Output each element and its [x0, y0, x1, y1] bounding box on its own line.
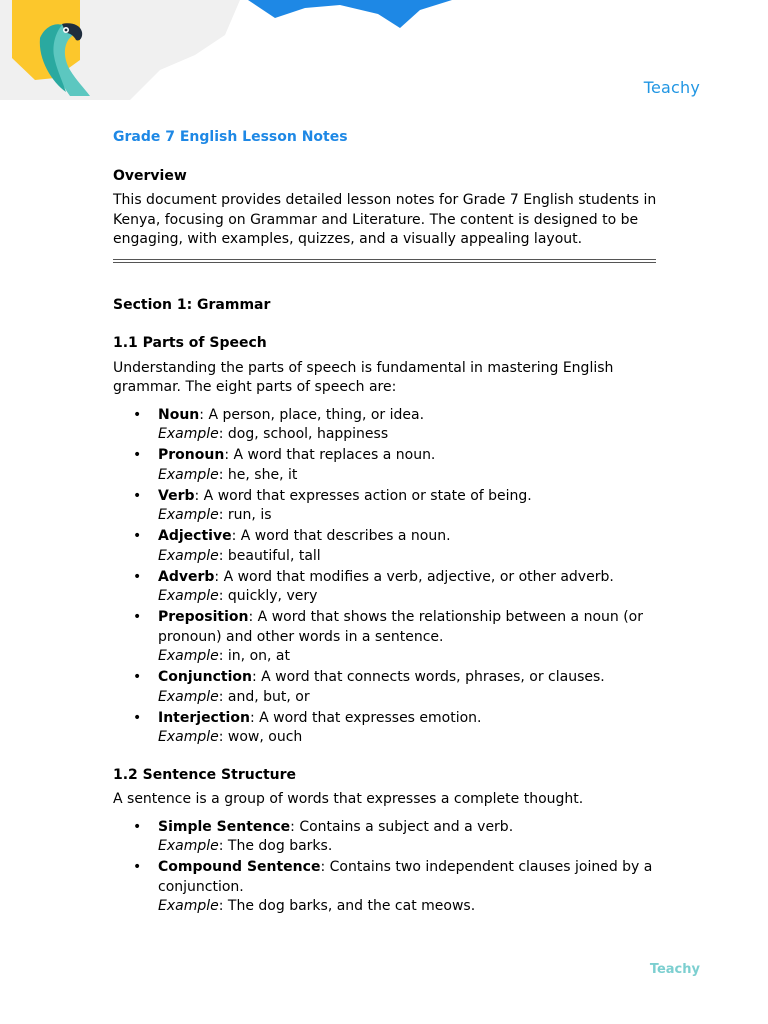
document-title: Grade 7 English Lesson Notes	[113, 129, 348, 145]
example-label: Example	[158, 648, 219, 664]
header-blue-shape	[248, 0, 452, 28]
overview-paragraph: This document provides detailed lesson notes for Grade 7 English students in Kenya, focusing on Grammar and Literature. The content is designed to be engaging, with examples, quizzes, and a visually appealing layout.	[113, 192, 657, 247]
bullet-icon: •	[133, 709, 142, 726]
list-item	[113, 608, 658, 667]
bullet-icon: •	[133, 568, 142, 585]
definition: : A person, place, thing, or idea.	[199, 406, 425, 423]
section-divider	[113, 259, 656, 263]
document-body	[113, 128, 658, 918]
sentence-structure-heading: 1.2 Sentence Structure	[113, 766, 297, 783]
term: Conjunction	[158, 669, 252, 685]
parts-of-speech-heading: 1.1 Parts of Speech	[113, 335, 267, 351]
example-label: Example	[158, 466, 219, 483]
term: Adverb	[158, 568, 215, 585]
example-label: Example	[158, 898, 219, 914]
example: : dog, school, happiness	[218, 426, 389, 442]
definition: : Contains two independent clauses joined by a conjunction.	[158, 859, 653, 895]
term: Noun	[158, 406, 200, 423]
list-item	[113, 818, 658, 857]
example: : he, she, it	[218, 466, 298, 483]
list-item	[113, 487, 658, 526]
term: Adjective	[158, 528, 232, 544]
bullet-icon: •	[133, 487, 142, 504]
example-label: Example	[158, 729, 219, 745]
example: : The dog barks, and the cat meows.	[218, 898, 476, 914]
bullet-icon: •	[133, 406, 142, 423]
example: : in, on, at	[218, 648, 290, 664]
bullet-icon: •	[133, 528, 142, 544]
list-item	[113, 406, 658, 445]
term: Preposition	[158, 609, 249, 625]
term: Pronoun	[158, 447, 225, 463]
bullet-icon: •	[133, 818, 142, 835]
sentence-structure-list	[113, 818, 658, 917]
example-label: Example	[158, 426, 219, 442]
parts-of-speech-intro: Understanding the parts of speech is fundamental in mastering English grammar. The eight parts of speech are:	[113, 359, 614, 395]
term: Interjection	[158, 709, 250, 726]
list-item	[113, 446, 658, 485]
example: : and, but, or	[218, 688, 310, 705]
bullet-icon: •	[133, 859, 142, 875]
term: Compound Sentence	[158, 859, 321, 875]
list-item	[113, 568, 658, 607]
example-label: Example	[158, 688, 219, 705]
example: : beautiful, tall	[218, 547, 321, 564]
overview-heading: Overview	[113, 167, 187, 184]
example: : wow, ouch	[218, 729, 303, 745]
list-item	[113, 709, 658, 748]
example-label: Example	[158, 507, 219, 523]
example: : The dog barks.	[218, 838, 333, 854]
definition: : A word that describes a noun.	[231, 528, 451, 544]
definition: : A word that expresses emotion.	[249, 709, 482, 726]
list-item	[113, 858, 658, 917]
example-label: Example	[158, 588, 219, 604]
bullet-icon: •	[133, 609, 142, 625]
definition: : A word that connects words, phrases, or clauses.	[251, 669, 605, 685]
term: Verb	[158, 487, 195, 504]
example: : quickly, very	[218, 588, 318, 604]
definition: : A word that replaces a noun.	[224, 447, 436, 463]
example-label: Example	[158, 838, 219, 854]
definition: : Contains a subject and a verb.	[290, 818, 514, 835]
footer-brand: Teachy	[649, 962, 700, 977]
definition: : A word that expresses action or state of being.	[194, 487, 532, 504]
example-label: Example	[158, 547, 219, 564]
definition: : A word that modifies a verb, adjective, or other adverb.	[214, 568, 614, 585]
term: Simple Sentence	[158, 818, 291, 835]
parts-of-speech-list	[113, 406, 658, 748]
sentence-structure-intro: A sentence is a group of words that expresses a complete thought.	[113, 791, 584, 807]
list-item	[113, 527, 658, 566]
bullet-icon: •	[133, 669, 142, 685]
section1-heading: Section 1: Grammar	[113, 296, 271, 313]
definition: : A word that shows the relationship between a noun (or pronoun) and other words in a sentence.	[158, 609, 643, 645]
header-brand: Teachy	[643, 78, 700, 97]
list-item	[113, 668, 658, 707]
example: : run, is	[218, 507, 272, 523]
bullet-icon: •	[133, 447, 142, 463]
